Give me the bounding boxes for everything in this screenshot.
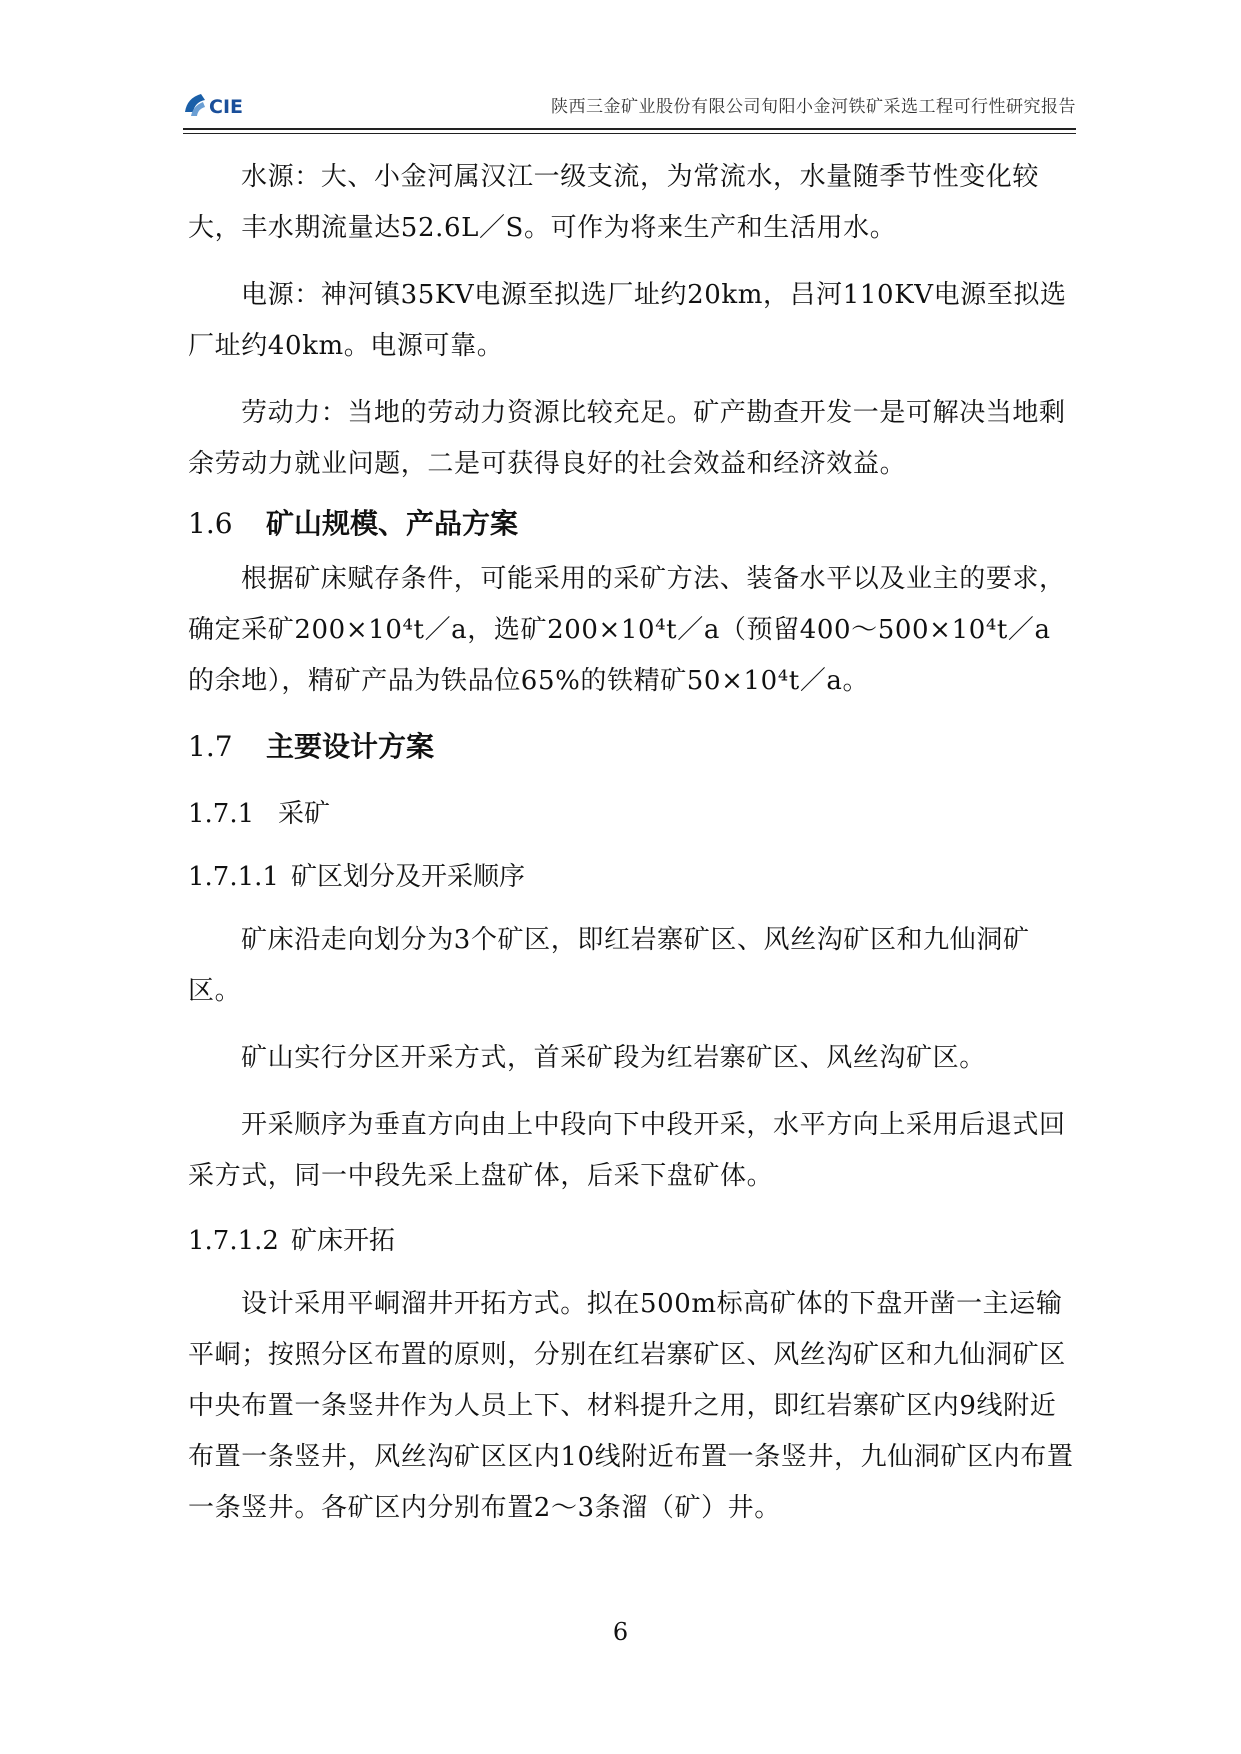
paragraph-water-source: 水源：大、小金河属汉江一级支流，为常流水，水量随季节性变化较大，丰水期流量达52.6L／S。可作为将来生产和生活用水。 xyxy=(188,162,1040,243)
section-number: 1.7 xyxy=(188,730,233,763)
subsubsection-title: 矿床开拓 xyxy=(290,1226,395,1256)
section-heading-1-6 xyxy=(188,496,1074,552)
paragraph-development: 设计采用平峒溜井开拓方式。拟在500m标高矿体的下盘开凿一主运输平峒；按照分区布置的原则，分别在红岩寨矿区、风丝沟矿区和九仙洞矿区中央布置一条竖井作为人员上下、材料提升之用，即红岩寨矿区内9线附近布置一条竖井，风丝沟矿区区内10线附近布置一条竖井，九仙洞矿区内布置一条竖井。各矿区内分别布置2～3条溜（矿）井。 xyxy=(188,1289,1074,1523)
cie-logo xyxy=(183,90,263,120)
subsubsection-number: 1.7.1.1 xyxy=(188,862,279,892)
section-title: 矿山规模、产品方案 xyxy=(266,507,519,540)
subsubsection-title: 矿区划分及开采顺序 xyxy=(290,862,525,892)
section-heading-1-7 xyxy=(188,719,1074,775)
paragraph-scale: 根据矿床赋存条件，可能采用的采矿方法、装备水平以及业主的要求，确定采矿200×10⁴t／a，选矿200×10⁴t／a（预留400～500×10⁴t／a的余地），精矿产品为铁品位65%的铁精矿50×10⁴t／a。 xyxy=(188,564,1066,696)
subsubsection-heading-1-7-1-2 xyxy=(188,1216,1074,1267)
header-rule-thick xyxy=(183,128,1076,130)
subsubsection-number: 1.7.1.2 xyxy=(188,1226,279,1256)
subsection-number: 1.7.1 xyxy=(188,799,255,829)
header-title: 陕西三金矿业股份有限公司旬阳小金河铁矿采选工程可行性研究报告 xyxy=(551,97,1076,117)
paragraph-first-mining: 矿山实行分区开采方式，首采矿段为红岩寨矿区、风丝沟矿区。 xyxy=(241,1043,986,1073)
section-title: 主要设计方案 xyxy=(266,730,435,763)
subsubsection-heading-1-7-1-1 xyxy=(188,852,1074,903)
subsection-title: 采矿 xyxy=(278,799,331,829)
page-number: 6 xyxy=(612,1618,629,1646)
header-rule-thin xyxy=(183,133,1076,134)
document-body xyxy=(188,152,1074,1534)
section-number: 1.6 xyxy=(188,507,233,540)
page-header xyxy=(183,78,1076,130)
paragraph-mining-order: 开采顺序为垂直方向由上中段向下中段开采，水平方向上采用后退式回采方式，同一中段先采上盘矿体，后采下盘矿体。 xyxy=(188,1110,1066,1191)
paragraph-labor: 劳动力：当地的劳动力资源比较充足。矿产勘查开发一是可解决当地剩余劳动力就业问题，二是可获得良好的社会效益和经济效益。 xyxy=(188,398,1066,479)
paragraph-zones: 矿床沿走向划分为3个矿区，即红岩寨矿区、风丝沟矿区和九仙洞矿区。 xyxy=(188,925,1030,1006)
paragraph-power-source: 电源：神河镇35KV电源至拟选厂址约20km，吕河110KV电源至拟选厂址约40km。电源可靠。 xyxy=(188,280,1067,361)
subsection-heading-1-7-1 xyxy=(188,789,1074,840)
svg-text:CIE: CIE xyxy=(209,96,243,118)
